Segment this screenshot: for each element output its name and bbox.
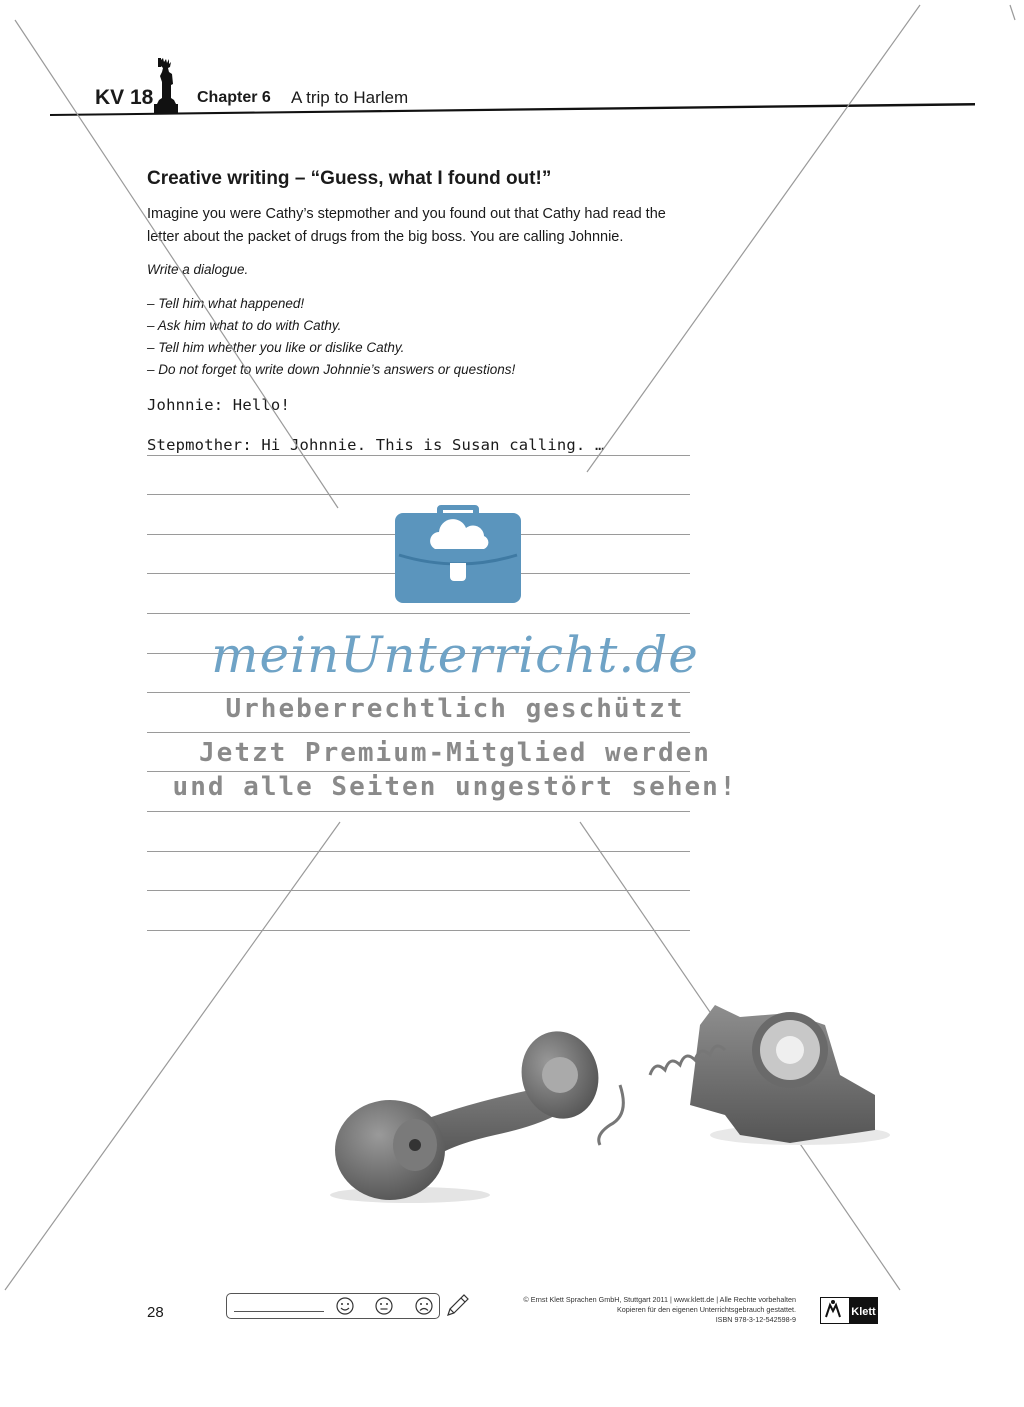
writing-line [147, 456, 690, 496]
self-assessment-box [226, 1293, 440, 1319]
watermark-premium: Jetzt Premium-Mitglied werden [199, 738, 711, 768]
task-bullet: – Tell him whether you like or dislike Cathy. [147, 340, 405, 355]
task-bullet-list [147, 293, 515, 381]
klett-logo [820, 1297, 878, 1324]
task-bullet: – Ask him what to do with Cathy. [147, 318, 342, 333]
task-heading: Creative writing – “Guess, what I found out!” [147, 168, 552, 189]
task-bullet: – Do not forget to write down Johnnie’s answers or questions! [147, 362, 516, 377]
task-bullet: – Tell him what happened! [147, 296, 305, 311]
writing-line [147, 416, 690, 456]
watermark-brand: meinUnterricht.de [211, 626, 699, 684]
briefcase-cloud-icon [395, 497, 521, 603]
kv-label: KV 18 [95, 86, 154, 109]
task-instruction: Write a dialogue. [147, 262, 249, 277]
intro-line: letter about the packet of drugs from the big boss. You are calling Johnnie. [147, 229, 624, 245]
pencil-icon [444, 1293, 470, 1319]
telephone-illustration [320, 995, 890, 1205]
intro-line: Imagine you were Cathy’s stepmother and you found out that Cathy had read the [147, 206, 666, 222]
chapter-label: Chapter 6 [197, 89, 271, 106]
smile-icon [336, 1297, 354, 1315]
chapter-title: A trip to Harlem [291, 88, 409, 107]
copyright-line: Kopieren für den eigenen Unterrichtsgebrauch gestattet. [616, 1305, 796, 1314]
dialogue-line-stepmother: Stepmother: Hi Johnnie. This is Susan calling. … [147, 436, 605, 454]
writing-line [147, 891, 690, 931]
watermark-premium-sub: und alle Seiten ungestört sehen! [172, 772, 738, 802]
neutral-icon [375, 1297, 393, 1315]
statue-of-liberty-icon [152, 58, 182, 114]
page-number: 28 [147, 1304, 164, 1321]
frown-icon [415, 1297, 433, 1315]
watermark-copyright: Urheberrechtlich geschützt [225, 694, 685, 724]
writing-line [147, 812, 690, 852]
dialogue-line-johnnie: Johnnie: Hello! [147, 396, 290, 414]
writing-line [147, 852, 690, 892]
task-intro [147, 203, 727, 249]
isbn: ISBN 978-3-12-542598-9 [715, 1315, 796, 1324]
svg-text:Klett: Klett [851, 1306, 876, 1318]
name-line [234, 1311, 324, 1312]
copyright-line: © Ernst Klett Sprachen GmbH, Stuttgart 2011 | www.klett.de | Alle Rechte vorbehalten [523, 1295, 796, 1304]
